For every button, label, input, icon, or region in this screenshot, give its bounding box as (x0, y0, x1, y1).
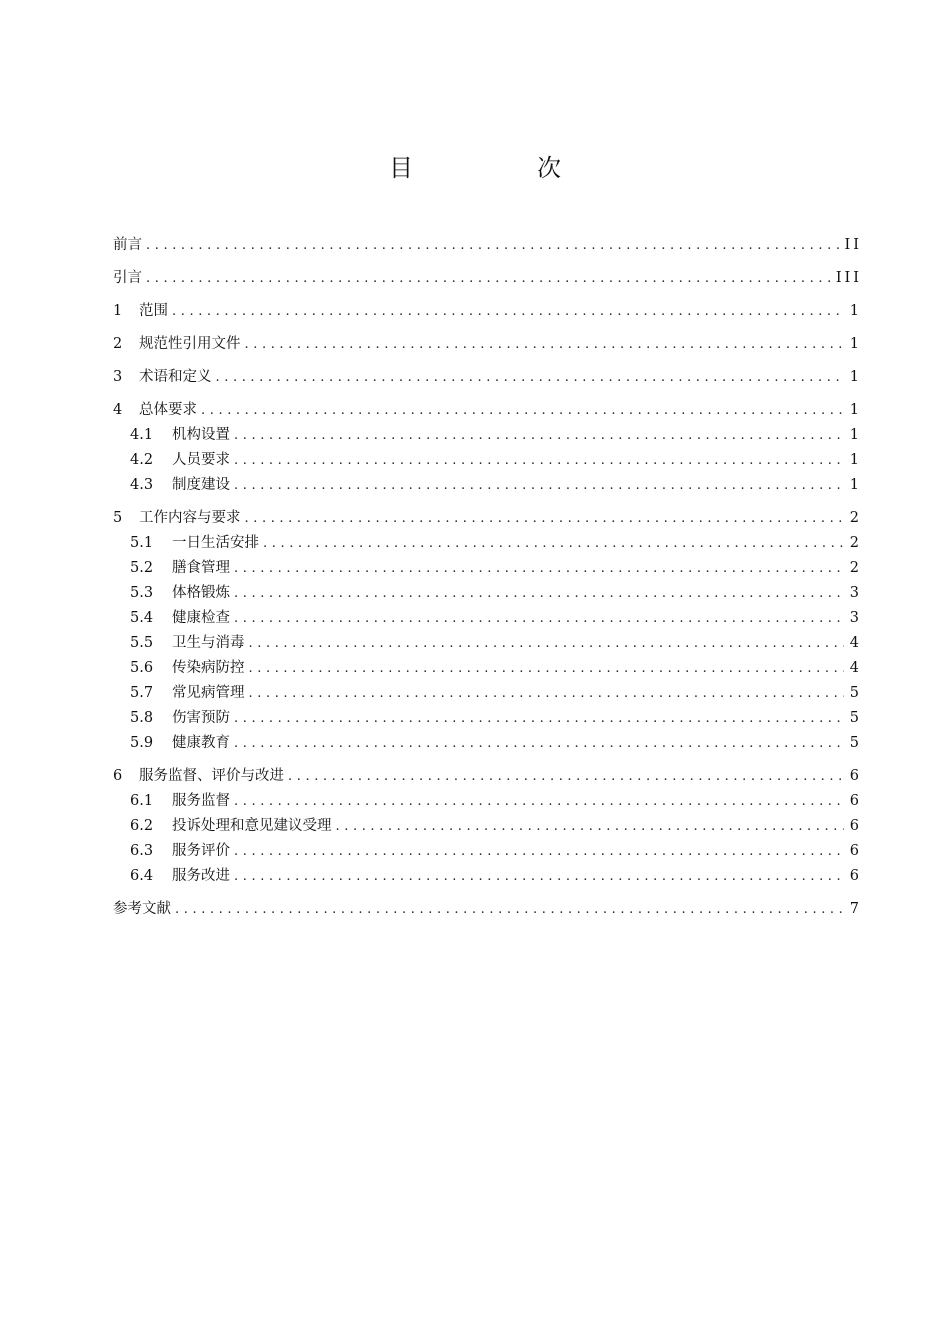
toc-leader-dots (216, 369, 844, 387)
toc-entry-label: 范围 (139, 303, 168, 319)
toc-entry-page: 2 (849, 510, 862, 526)
toc-entry-page: 1 (849, 369, 862, 385)
toc-entry[interactable] (113, 684, 862, 703)
toc-entry[interactable] (113, 842, 862, 861)
table-of-contents (113, 236, 862, 919)
toc-leader-dots (234, 793, 844, 811)
toc-entry-page: 1 (849, 336, 862, 352)
toc-entry-page: 6 (849, 768, 862, 784)
toc-entry-number: 5.8 (130, 710, 154, 726)
toc-entry-number: 2 (113, 336, 123, 352)
toc-entry-number: 3 (113, 369, 123, 385)
toc-leader-dots (288, 768, 844, 786)
toc-leader-dots (234, 610, 844, 628)
toc-leader-dots (249, 685, 844, 703)
toc-entry-number: 5 (113, 510, 123, 526)
toc-entry-page: 4 (849, 660, 862, 676)
toc-entry-label: 规范性引用文件 (139, 336, 241, 352)
toc-entry-number: 5.3 (130, 585, 154, 601)
toc-leader-dots (234, 477, 844, 495)
toc-entry-page: 5 (849, 685, 862, 701)
toc-leader-dots (175, 901, 844, 919)
toc-entry-page: 4 (849, 635, 862, 651)
toc-entry-page: 6 (849, 868, 862, 884)
toc-entry-number: 4.3 (130, 477, 154, 493)
toc-entry[interactable] (113, 509, 862, 528)
toc-entry-page: 7 (849, 901, 862, 917)
toc-entry-label: 投诉处理和意见建议受理 (172, 818, 332, 834)
toc-entry-label: 前言 (113, 237, 142, 253)
toc-entry-number: 5.5 (130, 635, 154, 651)
toc-leader-dots (245, 510, 844, 528)
toc-entry-page: 5 (849, 735, 862, 751)
toc-entry-page: 3 (849, 610, 862, 626)
toc-entry-label: 制度建设 (172, 477, 230, 493)
toc-entry[interactable] (113, 900, 862, 919)
toc-entry-page: 2 (849, 535, 862, 551)
toc-entry-label: 服务改进 (172, 868, 230, 884)
toc-entry[interactable] (113, 792, 862, 811)
toc-entry-label: 传染病防控 (172, 660, 245, 676)
toc-leader-dots (146, 237, 839, 255)
toc-leader-dots (234, 452, 844, 470)
toc-entry-label: 工作内容与要求 (139, 510, 241, 526)
toc-entry-number: 5.2 (130, 560, 154, 576)
toc-entry-number: 4.1 (130, 427, 154, 443)
toc-entry-label: 服务监督 (172, 793, 230, 809)
toc-title: 目 次 (389, 154, 611, 182)
toc-entry-page: 1 (849, 303, 862, 319)
toc-entry-number: 6.3 (130, 843, 154, 859)
toc-entry[interactable] (113, 368, 862, 387)
toc-entry-page: 3 (849, 585, 862, 601)
toc-leader-dots (234, 585, 844, 603)
toc-entry-number: 4 (113, 402, 123, 418)
toc-leader-dots (146, 270, 830, 288)
toc-entry[interactable] (113, 609, 862, 628)
toc-entry-label: 参考文献 (113, 901, 171, 917)
toc-leader-dots (234, 735, 844, 753)
toc-leader-dots (234, 560, 844, 578)
toc-leader-dots (245, 336, 844, 354)
toc-entry-number: 5.1 (130, 535, 154, 551)
toc-leader-dots (234, 710, 844, 728)
toc-entry[interactable] (113, 634, 862, 653)
toc-entry[interactable] (113, 709, 862, 728)
toc-entry-page: 1 (849, 427, 862, 443)
toc-leader-dots (234, 868, 844, 886)
toc-leader-dots (172, 303, 844, 321)
toc-entry-page: 5 (849, 710, 862, 726)
toc-leader-dots (263, 535, 844, 553)
toc-entry-number: 4.2 (130, 452, 154, 468)
toc-leader-dots (249, 660, 844, 678)
toc-entry-number: 6 (113, 768, 123, 784)
toc-entry-page: 1 (849, 402, 862, 418)
toc-entry-number: 5.4 (130, 610, 154, 626)
toc-entry-label: 常见病管理 (172, 685, 245, 701)
toc-entry-page: 1 (849, 452, 862, 468)
toc-entry-label: 体格锻炼 (172, 585, 230, 601)
toc-entry-page: 6 (849, 818, 862, 834)
toc-entry[interactable] (113, 734, 862, 753)
toc-leader-dots (201, 402, 844, 420)
toc-entry-label: 伤害预防 (172, 710, 230, 726)
toc-entry-label: 机构设置 (172, 427, 230, 443)
toc-entry-label: 术语和定义 (139, 369, 212, 385)
toc-entry[interactable] (113, 817, 862, 836)
toc-entry[interactable] (113, 302, 862, 321)
toc-entry[interactable] (113, 236, 862, 255)
toc-entry[interactable] (113, 476, 862, 495)
toc-entry-label: 一日生活安排 (172, 535, 259, 551)
toc-leader-dots (234, 843, 844, 861)
toc-entry[interactable] (113, 659, 862, 678)
toc-entry-page: 6 (849, 843, 862, 859)
toc-entry-number: 5.6 (130, 660, 154, 676)
toc-entry-label: 健康检查 (172, 610, 230, 626)
toc-entry-number: 5.7 (130, 685, 154, 701)
toc-entry[interactable] (113, 426, 862, 445)
toc-entry-label: 健康教育 (172, 735, 230, 751)
toc-entry-label: 人员要求 (172, 452, 230, 468)
toc-entry-page: II (844, 237, 862, 253)
toc-entry-label: 服务监督、评价与改进 (139, 768, 284, 784)
toc-entry[interactable] (113, 451, 862, 470)
toc-entry[interactable] (113, 401, 862, 420)
toc-entry[interactable] (113, 584, 862, 603)
toc-entry[interactable] (113, 269, 862, 288)
toc-entry-page: III (835, 270, 862, 286)
toc-leader-dots (249, 635, 844, 653)
toc-entry-label: 总体要求 (139, 402, 197, 418)
toc-entry-number: 6.1 (130, 793, 154, 809)
toc-entry-page: 2 (849, 560, 862, 576)
toc-entry[interactable] (113, 534, 862, 553)
toc-entry-label: 引言 (113, 270, 142, 286)
toc-entry[interactable] (113, 867, 862, 886)
toc-leader-dots (234, 427, 844, 445)
toc-entry[interactable] (113, 559, 862, 578)
toc-entry-number: 6.4 (130, 868, 154, 884)
toc-entry-page: 1 (849, 477, 862, 493)
toc-entry-label: 卫生与消毒 (172, 635, 245, 651)
toc-entry-label: 服务评价 (172, 843, 230, 859)
toc-entry-page: 6 (849, 793, 862, 809)
toc-entry[interactable] (113, 767, 862, 786)
toc-leader-dots (336, 818, 844, 836)
toc-entry-number: 6.2 (130, 818, 154, 834)
toc-entry-number: 5.9 (130, 735, 154, 751)
toc-entry[interactable] (113, 335, 862, 354)
toc-entry-label: 膳食管理 (172, 560, 230, 576)
toc-entry-number: 1 (113, 303, 123, 319)
